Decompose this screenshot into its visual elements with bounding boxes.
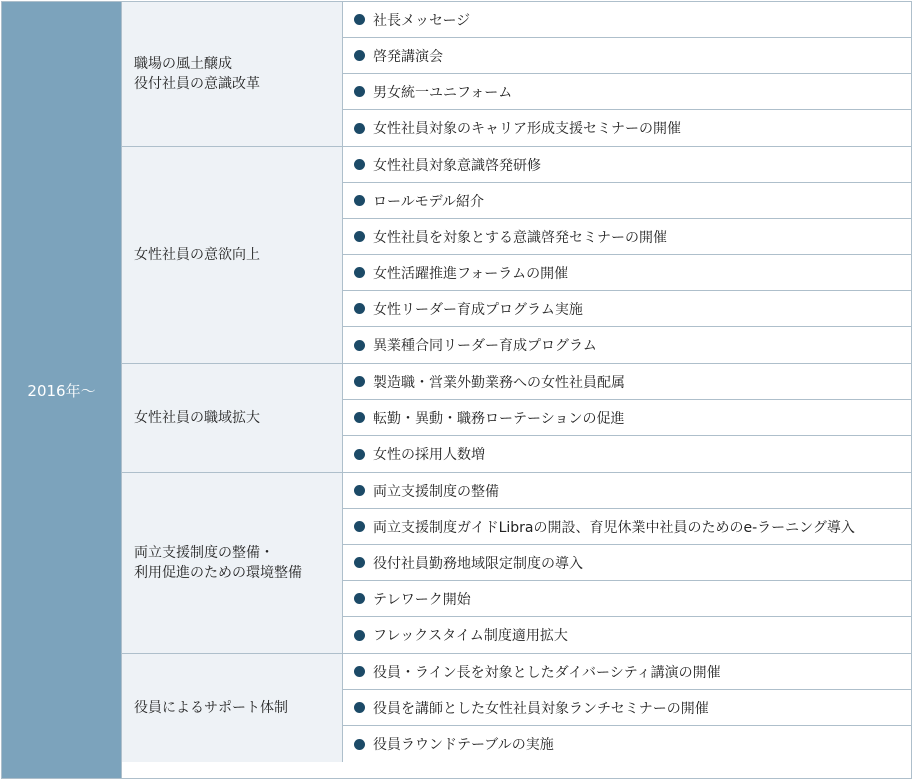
bullet-icon	[354, 449, 365, 460]
initiative-groups	[122, 2, 911, 778]
item-text: フレックスタイム制度適用拡大	[373, 628, 568, 644]
group-items	[343, 147, 911, 363]
group-header	[122, 147, 343, 363]
item-text: 女性活躍推進フォーラムの開催	[373, 265, 569, 282]
group-title: 両立支援制度の整備・ 利用促進のための環境整備	[134, 545, 302, 581]
bullet-icon	[354, 485, 365, 496]
bullet-icon	[354, 340, 365, 351]
item-text: 役員を講師とした女性社員対象ランチセミナーの開催	[373, 700, 709, 717]
item-text: テレワーク開始	[373, 591, 471, 608]
bullet-icon	[354, 195, 365, 206]
bullet-icon	[354, 412, 365, 423]
bullet-icon	[354, 123, 365, 134]
item-text: 女性の採用人数増	[373, 447, 485, 463]
list-item	[343, 327, 911, 363]
bullet-icon	[354, 231, 365, 242]
bullet-icon	[354, 86, 365, 97]
list-item	[343, 545, 911, 581]
group-title: 職場の風土醸成 役付社員の意識改革	[134, 56, 260, 92]
initiatives-table	[1, 1, 912, 779]
group-job-scope	[122, 364, 911, 473]
list-item	[343, 38, 911, 74]
bullet-icon	[354, 14, 365, 25]
group-header	[122, 654, 343, 762]
list-item	[343, 473, 911, 509]
bullet-icon	[354, 159, 365, 170]
group-items	[343, 364, 911, 472]
item-text: 両立支援制度の整備	[373, 483, 499, 500]
bullet-icon	[354, 303, 365, 314]
list-item	[343, 400, 911, 436]
list-item	[343, 183, 911, 219]
bullet-icon	[354, 593, 365, 604]
list-item	[343, 255, 911, 291]
group-culture	[122, 2, 911, 147]
item-text: 両立支援制度ガイドLibraの開設、育児休業中社員のためのe-ラーニング導入	[373, 519, 855, 536]
group-items	[343, 2, 911, 146]
group-executive-support	[122, 654, 911, 762]
item-text: 役付社員勤務地域限定制度の導入	[373, 555, 583, 572]
list-item	[343, 364, 911, 400]
list-item	[343, 74, 911, 110]
list-item	[343, 690, 911, 726]
group-header	[122, 364, 343, 472]
group-title: 女性社員の職域拡大	[134, 410, 260, 426]
group-title: 役員によるサポート体制	[134, 700, 288, 716]
group-motivation	[122, 147, 911, 364]
item-text: 女性社員を対象とする意識啓発セミナーの開催	[373, 229, 667, 246]
item-text: 女性社員対象意識啓発研修	[373, 157, 541, 174]
item-text: 啓発講演会	[373, 48, 443, 65]
group-header	[122, 2, 343, 146]
list-item	[343, 2, 911, 38]
item-text: 製造職・営業外勤業務への女性社員配属	[373, 374, 625, 391]
bullet-icon	[354, 666, 365, 677]
list-item	[343, 110, 911, 146]
group-header	[122, 473, 343, 653]
bullet-icon	[354, 702, 365, 713]
bullet-icon	[354, 50, 365, 61]
bullet-icon	[354, 630, 365, 641]
bullet-icon	[354, 739, 365, 750]
period-cell	[2, 2, 122, 778]
group-title: 女性社員の意欲向上	[134, 247, 260, 263]
bullet-icon	[354, 557, 365, 568]
item-text: 転勤・異動・職務ローテーションの促進	[373, 410, 625, 427]
list-item	[343, 436, 911, 472]
item-text: ロールモデル紹介	[373, 193, 485, 210]
item-text: 役員・ライン長を対象としたダイバーシティ講演の開催	[373, 664, 721, 681]
group-items	[343, 473, 911, 653]
group-work-life-support	[122, 473, 911, 654]
bullet-icon	[354, 267, 365, 278]
list-item	[343, 291, 911, 327]
item-text: 女性リーダー育成プログラム実施	[373, 301, 583, 318]
item-text: 異業種合同リーダー育成プログラム	[373, 338, 597, 354]
list-item	[343, 581, 911, 617]
bullet-icon	[354, 376, 365, 387]
list-item	[343, 147, 911, 183]
list-item	[343, 617, 911, 653]
list-item	[343, 654, 911, 690]
list-item	[343, 726, 911, 762]
group-items	[343, 654, 911, 762]
list-item	[343, 219, 911, 255]
item-text: 社長メッセージ	[373, 12, 471, 29]
item-text: 女性社員対象のキャリア形成支援セミナーの開催	[373, 121, 681, 137]
period-label: 2016年〜	[27, 381, 96, 400]
item-text: 役員ラウンドテーブルの実施	[373, 737, 554, 753]
item-text: 男女統一ユニフォーム	[373, 84, 513, 101]
bullet-icon	[354, 521, 365, 532]
list-item	[343, 509, 911, 545]
